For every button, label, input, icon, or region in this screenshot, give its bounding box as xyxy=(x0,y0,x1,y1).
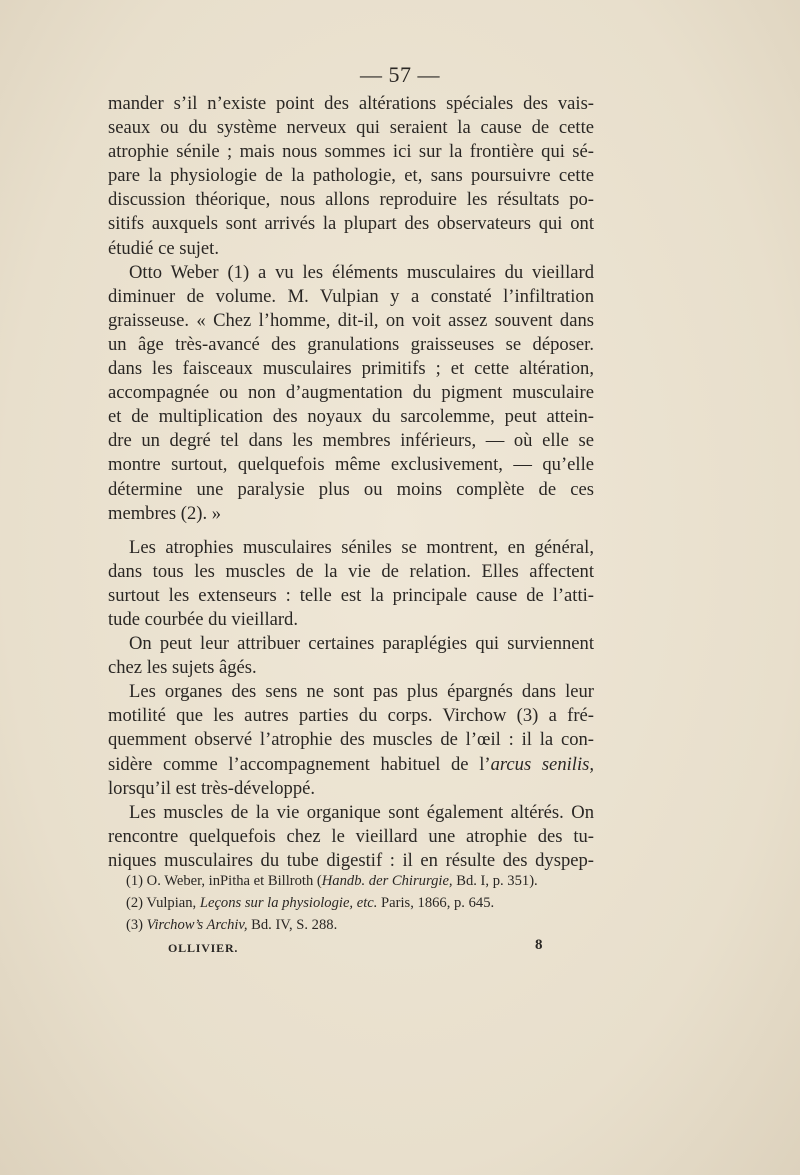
paragraph-4 xyxy=(108,632,594,680)
text-line: dans tous les muscles de la vie de relation. Elles affectent xyxy=(108,560,594,582)
text-line: pare la physiologie de la pathologie, et, sans poursuivre cette xyxy=(108,165,594,187)
text-line: Les muscles de la vie organique sont également altérés. On xyxy=(129,801,594,823)
text-line: membres (2). » xyxy=(108,502,222,524)
text-line: Les organes des sens ne sont pas plus épargnés dans leur xyxy=(129,681,594,703)
text-line: seaux ou du système nerveux qui seraient la cause de cette xyxy=(108,117,594,139)
text-line: détermine une paralysie plus ou moins complète de ces xyxy=(108,478,594,500)
text-line: sitifs auxquels sont arrivés la plupart des observateurs qui ont xyxy=(108,213,594,235)
text-line: atrophie sénile ; mais nous sommes ici sur la frontière qui sé- xyxy=(108,141,594,163)
paragraph-5 xyxy=(108,680,594,800)
text-line: Les atrophies musculaires séniles se montrent, en général, xyxy=(129,536,594,558)
page-number: — 57 — xyxy=(360,62,440,87)
text-line: un âge très-avancé des granulations graisseuses se déposer. xyxy=(108,333,594,355)
footnote-text: (2) Vulpian, xyxy=(126,895,200,911)
text-line: diminuer de volume. M. Vulpian y a constaté l’infiltration xyxy=(108,285,594,307)
text-line: étudié ce sujet. xyxy=(108,237,219,259)
footnote-text: Paris, 1866, p. 645. xyxy=(377,895,495,911)
text-line: chez les sujets âgés. xyxy=(108,657,257,679)
italic-term: arcus senilis, xyxy=(490,753,594,775)
text-line: dre un degré tel dans les membres inférieurs, — où elle se xyxy=(108,430,594,452)
paragraph-1 xyxy=(108,92,594,261)
text-line: graisseuse. « Chez l’homme, dit-il, on voit assez souvent dans xyxy=(108,309,594,331)
text-line: quemment observé l’atrophie des muscles de l’œil : il la con- xyxy=(108,729,594,751)
text-line: accompagnée ou non d’augmentation du pigment musculaire xyxy=(108,382,594,404)
text-line: tude courbée du vieillard. xyxy=(108,608,298,630)
paragraph-6 xyxy=(108,801,594,873)
text-line: montre surtout, quelquefois même exclusivement, — qu’elle xyxy=(108,454,594,476)
sheet-number: 8 xyxy=(535,937,543,953)
footnote-text: (1) O. Weber, inPitha et Billroth ( xyxy=(126,873,322,889)
text-line: motilité que les autres parties du corps. Virchow (3) a fré- xyxy=(108,705,594,727)
footnote-2 xyxy=(126,892,586,914)
footnotes xyxy=(126,870,586,936)
footnote-1 xyxy=(126,870,586,892)
text-line xyxy=(108,753,594,777)
footnote-text: Bd. IV, S. 288. xyxy=(247,917,338,933)
text-run: sidère comme l’accompagnement habituel de l’ xyxy=(108,753,491,775)
printer-signature: OLLIVIER. xyxy=(168,941,239,955)
text-line: lorsqu’il est très-développé. xyxy=(108,777,316,799)
text-line: Otto Weber (1) a vu les éléments musculaires du vieillard xyxy=(129,261,594,283)
footnote-3 xyxy=(126,914,586,936)
footnote-text: Bd. I, p. 351). xyxy=(452,873,538,889)
footnote-italic: Virchow’s Archiv, xyxy=(146,917,248,933)
paragraph-2 xyxy=(108,261,594,526)
text-line: discussion théorique, nous allons reproduire les résultats po- xyxy=(108,189,594,211)
paragraph-3 xyxy=(108,536,594,632)
footnote-italic: Leçons sur la physiologie, etc. xyxy=(199,895,378,911)
text-line: On peut leur attribuer certaines paraplégies qui surviennent xyxy=(129,633,594,655)
text-line: et de multiplication des noyaux du sarcolemme, peut attein- xyxy=(108,406,594,428)
text-line: niques musculaires du tube digestif : il en résulte des dyspep- xyxy=(108,849,594,871)
text-line: dans les faisceaux musculaires primitifs ; et cette altération, xyxy=(108,358,594,380)
text-line: surtout les extenseurs : telle est la principale cause de l’atti- xyxy=(108,584,594,606)
footnote-text: (3) xyxy=(126,917,147,933)
text-line: rencontre quelquefois chez le vieillard une atrophie des tu- xyxy=(108,825,594,847)
footnote-italic: Handb. der Chirurgie, xyxy=(321,873,453,889)
body-text xyxy=(108,92,594,873)
text-line: mander s’il n’existe point des altérations spéciales des vais- xyxy=(108,93,594,114)
